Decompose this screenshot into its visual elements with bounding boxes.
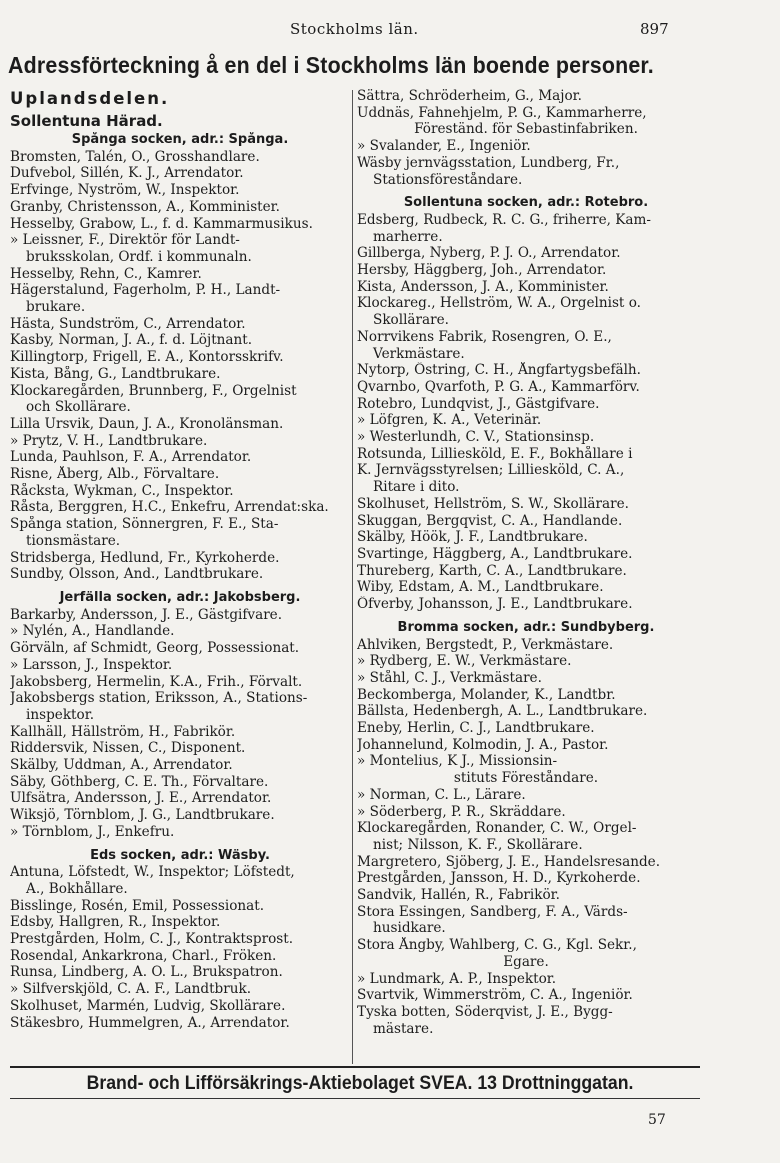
address-line: Råcksta, Wykman, C., Inspektor. (10, 482, 234, 499)
address-line: Norrvikens Fabrik, Rosengren, O. E., (357, 328, 612, 345)
address-line: Hägerstalund, Fagerholm, P. H., Landt- (10, 282, 281, 299)
address-line: Säby, Göthberg, C. E. Th., Förvaltare. (10, 773, 269, 790)
address-line: Gillberga, Nyberg, P. J. O., Arrendator. (357, 245, 621, 262)
address-line: Wäsby jernvägsstation, Lundberg, Fr., (357, 154, 620, 171)
address-line: » Lundmark, A. P., Inspektor. (357, 970, 557, 987)
address-line: Ritare i dito. (373, 479, 460, 496)
address-line: Sandvik, Hallén, R., Fabrikör. (357, 887, 560, 904)
address-line: » Larsson, J., Inspektor. (10, 656, 173, 673)
address-line: Skollärare. (373, 312, 450, 329)
address-line: » Törnblom, J., Enkefru. (10, 823, 175, 840)
address-line: Margretero, Sjöberg, J. E., Handelsresande. (357, 853, 661, 870)
address-line: Stridsberga, Hedlund, Fr., Kyrkoherde. (10, 549, 280, 566)
address-line: Kista, Andersson, J. A., Komminister. (357, 278, 609, 295)
address-line: Wiby, Edstam, A. M., Landtbrukare. (357, 579, 604, 596)
running-header (0, 20, 780, 42)
address-line: Prestgården, Jansson, H. D., Kyrkoherde. (357, 870, 641, 887)
address-line: Klockareg., Hellström, W. A., Orgelnist o. (357, 295, 641, 312)
address-line: Johannelund, Kolmodin, J. A., Pastor. (357, 736, 609, 753)
address-line: » Silfverskjöld, C. A. F., Landtbruk. (10, 981, 252, 998)
address-line: Beckomberga, Molander, K., Landtbr. (357, 686, 616, 703)
address-line: Lunda, Pauhlson, F. A., Arrendator. (10, 449, 252, 466)
address-line: Egare. (503, 953, 549, 970)
section-heading: Spånga socken, adr.: Spånga. (71, 132, 289, 147)
address-line: » Ståhl, C. J., Verkmästare. (357, 669, 542, 686)
footer-rule-bottom (10, 1098, 700, 1099)
address-line: Bromsten, Talén, O., Grosshandlare. (10, 148, 260, 165)
address-line: Rosendal, Ankarkrona, Charl., Fröken. (10, 947, 277, 964)
address-line: Stäkesbro, Hummelgren, A., Arrendator. (10, 1014, 290, 1031)
address-line: Edsberg, Rudbeck, R. C. G., friherre, Kam- (357, 211, 651, 228)
address-line: Skälby, Uddman, A., Arrendator. (10, 757, 233, 774)
page-number: 897 (640, 20, 669, 38)
address-line: Klockaregården, Ronander, C. W., Orgel- (357, 820, 637, 837)
address-line: Stora Ångby, Wahlberg, C. G., Kgl. Sekr., (357, 937, 637, 954)
section-heading: Bromma socken, adr.: Sundbyberg. (397, 619, 655, 635)
address-line: Risne, Åberg, Alb., Förvaltare. (10, 466, 220, 483)
section-heading: Sollentuna socken, adr.: Rotebro. (403, 195, 649, 211)
address-line: Nytorp, Östring, C. H., Ångfartygsbefälh. (357, 362, 642, 379)
address-line: K. Jernvägsstyrelsen; Lilliesköld, C. A., (357, 462, 625, 479)
address-line: Sundby, Olsson, And., Landtbrukare. (10, 566, 264, 583)
address-line: husidkare. (373, 920, 446, 937)
section-heading: Jerfälla socken, adr.: Jakobsberg. (59, 589, 301, 605)
address-line: Rotebro, Lundqvist, J., Gästgifvare. (357, 395, 600, 412)
section-heading: Eds socken, adr.: Wäsby. (90, 847, 270, 863)
footer-rule (10, 1066, 700, 1068)
address-line: » Westerlundh, C. V., Stationsinsp. (357, 429, 595, 446)
address-line: Skuggan, Bergqvist, C. A., Handlande. (357, 512, 623, 529)
address-line: Barkarby, Andersson, J. E., Gästgifvare. (10, 606, 283, 623)
left-column (10, 88, 350, 1031)
address-line: Görväln, af Schmidt, Georg, Possessionat. (10, 640, 300, 657)
address-line: Kallhäll, Hällström, H., Fabrikör. (10, 723, 236, 740)
address-line: » Norman, C. L., Lärare. (357, 786, 526, 803)
folio-number: 57 (648, 1112, 666, 1128)
address-line: Runsa, Lindberg, A. O. L., Brukspatron. (10, 964, 283, 981)
address-line: Dufvebol, Sillén, K. J., Arrendator. (10, 165, 244, 182)
address-line: Riddersvik, Nissen, C., Disponent. (10, 740, 246, 757)
address-line: Klockaregården, Brunnberg, F., Orgelnist (10, 382, 297, 399)
address-line: Uddnäs, Fahnehjelm, P. G., Kammarherre, (357, 104, 647, 121)
address-line: Edsby, Hallgren, R., Inspektor. (10, 914, 221, 931)
address-line: » Söderberg, P. R., Skräddare. (357, 803, 566, 820)
column-divider (352, 90, 353, 1064)
address-line: » Nylén, A., Handlande. (10, 623, 175, 640)
address-line: Killingtorp, Frigell, E. A., Kontorsskrifv. (10, 349, 284, 366)
address-line: Thureberg, Karth, C. A., Landtbrukare. (357, 562, 627, 579)
address-line: Ahlviken, Bergstedt, P., Verkmästare. (357, 636, 614, 653)
address-line: Skolhuset, Marmén, Ludvig, Skollärare. (10, 997, 286, 1014)
address-line: Skälby, Höök, J. F., Landtbrukare. (357, 529, 588, 546)
address-line: Verkmästare. (373, 345, 465, 362)
address-line: Kasby, Norman, J. A., f. d. Löjtnant. (10, 332, 253, 349)
address-line: tionsmästare. (26, 532, 121, 549)
address-line: Jakobsbergs station, Eriksson, A., Stations- (10, 690, 308, 707)
running-title: Stockholms län. (290, 20, 419, 38)
address-line: Sättra, Schröderheim, G., Major. (357, 88, 582, 104)
address-line: Stora Essingen, Sandberg, F. A., Värds- (357, 903, 628, 920)
address-line: Spånga station, Sönnergren, F. E., Sta- (10, 516, 279, 533)
address-line: » Prytz, V. H., Landtbrukare. (10, 432, 208, 449)
address-line: Tyska botten, Söderqvist, J. E., Bygg- (357, 1003, 613, 1020)
address-line: Öfverby, Johansson, J. E., Landtbrukare. (357, 596, 633, 613)
address-line: » Rydberg, E. W., Verkmästare. (357, 653, 572, 670)
address-line: mästare. (373, 1020, 434, 1037)
section-heading: Uplandsdelen. (10, 89, 170, 108)
address-line: Kista, Bång, G., Landtbrukare. (10, 365, 221, 382)
address-line: » Löfgren, K. A., Veterinär. (357, 412, 542, 429)
address-line: nist; Nilsson, K. F., Skollärare. (373, 836, 583, 853)
address-line: Granby, Christensson, A., Komminister. (10, 198, 281, 215)
address-line: Skolhuset, Hellström, S. W., Skollärare. (357, 495, 629, 512)
address-line: Jakobsberg, Hermelin, K.A., Frih., Förvalt. (10, 673, 303, 690)
address-line: Hesselby, Rehn, C., Kamrer. (10, 265, 202, 282)
address-line: Prestgården, Holm, C. J., Kontraktsprost. (10, 931, 294, 948)
address-line: Stationsföreståndare. (373, 171, 523, 188)
address-line: Hersby, Häggberg, Joh., Arrendator. (357, 262, 607, 279)
address-line: Eneby, Herlin, C. J., Landtbrukare. (357, 720, 595, 737)
address-line: och Skollärare. (26, 399, 131, 416)
page-title: Adressförteckning å en del i Stockholms län boende personer. (8, 52, 654, 78)
address-line: Wiksjö, Törnblom, J. G., Landtbrukare. (10, 807, 275, 824)
address-line: brukare. (26, 299, 86, 316)
address-line: Lilla Ursvik, Daun, J. A., Kronolänsman. (10, 415, 284, 432)
address-line: Bällsta, Hedenbergh, A. L., Landtbrukare. (357, 703, 648, 720)
section-heading: Sollentuna Härad. (10, 112, 163, 130)
address-line: stituts Föreståndare. (453, 770, 599, 787)
footer-advert: Brand- och Lifförsäkrings-Aktiebolaget SVEA. 13 Drottninggatan. (86, 1073, 634, 1094)
address-line: Antuna, Löfstedt, W., Inspektor; Löfstedt, (10, 864, 295, 881)
address-line: » Leissner, F., Direktör för Landt- (10, 232, 240, 249)
address-line: Svartvik, Wimmerström, C. A., Ingeniör. (357, 987, 633, 1004)
address-line: marherre. (373, 228, 443, 245)
address-line: Hesselby, Grabow, L., f. d. Kammarmusikus. (10, 215, 313, 232)
address-line: Hästa, Sundström, C., Arrendator. (10, 315, 246, 332)
address-line: Qvarnbo, Qvarfoth, P. G. A., Kammarförv. (357, 378, 640, 395)
address-line: Erfvinge, Nyström, W., Inspektor. (10, 182, 240, 199)
right-column (357, 88, 695, 1037)
address-line: inspektor. (26, 706, 95, 723)
address-line: A., Bokhållare. (26, 880, 128, 897)
address-line: Ulfsätra, Andersson, J. E., Arrendator. (10, 790, 272, 807)
address-line: Svartinge, Häggberg, A., Landtbrukare. (357, 545, 633, 562)
address-line: bruksskolan, Ordf. i kommunaln. (26, 248, 252, 265)
address-line: Råsta, Berggren, H.C., Enkefru, Arrendat:ska. (10, 499, 329, 516)
address-line: Rotsunda, Lilliesköld, E. F., Bokhållare i (357, 445, 633, 462)
address-line: Föreständ. för Sebastinfabriken. (414, 121, 638, 138)
address-line: Bisslinge, Rosén, Emil, Possessionat. (10, 897, 265, 914)
address-line: » Svalander, E., Ingeniör. (357, 138, 531, 155)
address-line: » Montelius, K J., Missionsin- (357, 753, 558, 770)
